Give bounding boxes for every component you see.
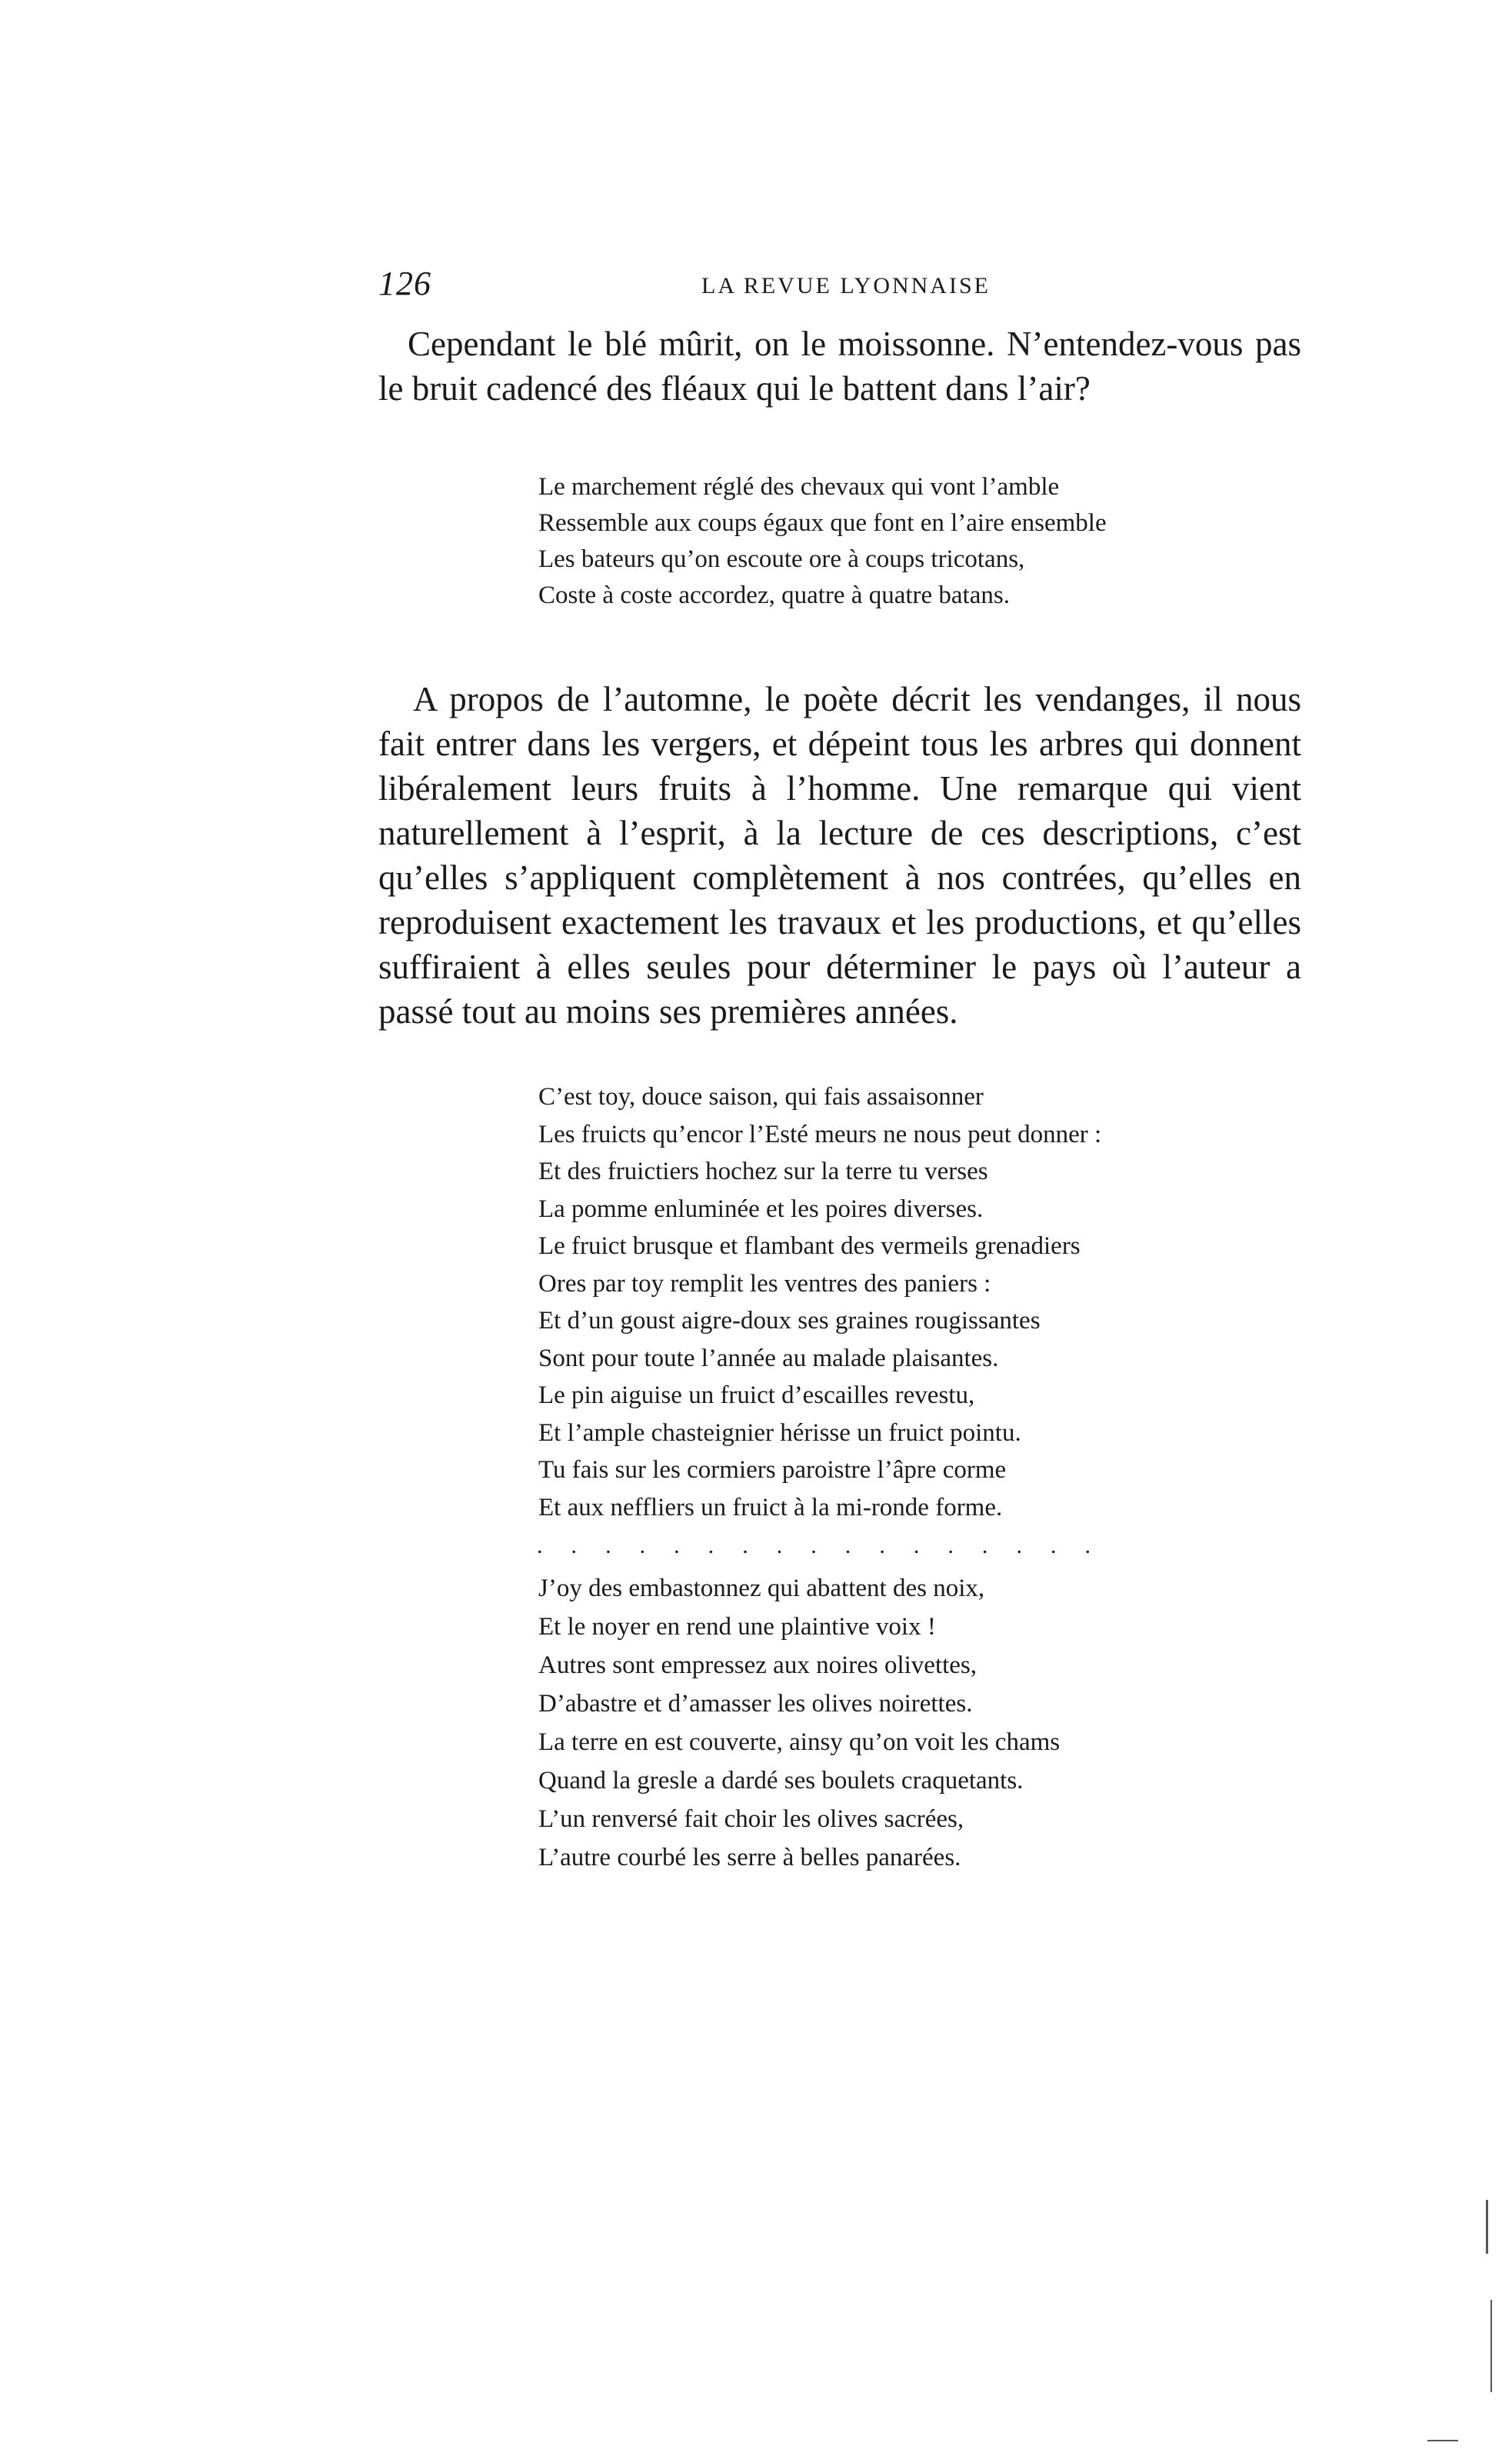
ellipsis-dot: . [981,1533,988,1558]
ellipsis-dot: . [1050,1533,1057,1558]
verse-autumn-fruits [538,1078,1307,1526]
verse-line: Le pin aiguise un fruict d’escailles revestu, [538,1381,975,1409]
verse-line: Les fruicts qu’encor l’Esté meurs ne nous peut donner : [538,1120,1102,1148]
page-header [378,264,1301,302]
verse-line: Sont pour toute l’année au malade plaisantes. [538,1344,999,1372]
ellipsis-dot: . [742,1533,748,1558]
verse-line: Autres sont empressez aux noires olivettes, [538,1651,977,1679]
ellipsis-dot: . [947,1533,954,1558]
verse-line: Tu fais sur les cormiers paroistre l’âpre corme [538,1456,1007,1484]
verse-line: C’est toy, douce saison, qui fais assaisonner [538,1083,984,1111]
ellipsis-dot: . [605,1533,611,1558]
verse-line: Les bateurs qu’on escoute ore à coups tricotans, [538,545,1025,573]
ellipsis-dot: . [537,1533,543,1558]
ellipsis-dot: . [1016,1533,1022,1558]
running-title: LA REVUE LYONNAISE [701,273,991,298]
scan-edge-mark [1490,2300,1492,2392]
ellipsis-dot: . [913,1533,920,1558]
verse-line: La pomme enluminée et les poires diverses. [538,1195,984,1223]
ellipsis-dot: . [879,1533,885,1558]
ellipsis-dot: . [1084,1533,1091,1558]
paragraph-harvest: Cependant le blé mûrit, on le moissonne. N’entendez-vous pas le bruit cadencé des fléaux qui le battent dans l’air? [378,325,1301,408]
scan-edge-mark [1486,2200,1488,2254]
ellipsis-dot: . [571,1533,578,1558]
verse-line: Et l’ample chasteignier hérisse un fruict pointu. [538,1418,1021,1447]
verse-line: D’abastre et d’amasser les olives noirettes. [538,1690,973,1718]
ellipsis-dot: . [776,1533,783,1558]
verse-line: Coste à coste accordez, quatre à quatre batans. [538,582,1010,609]
verse-threshing [538,469,1307,614]
verse-line: Le marchement réglé des chevaux qui vont l’amble [538,473,1060,501]
paragraph-autumn: A propos de l’automne, le poète décrit les vendanges, il nous fait entrer dans les vergers, et dépeint tous les arbres qui donnent libéralement leurs fruits à l’homme. Une remarque qui vient naturellement à l’esprit, à la lecture de ces descriptions, c’est qu’elles s’appliquent complètement à nos contrées, qu’elles en reproduisent exactement les travaux et les productions, et qu’elles suffiraient à elles seules pour déterminer le pays où l’auteur a passé tout au moins ses premières années. [378,680,1301,1031]
verse-walnuts-olives [538,1569,1307,1877]
verse-ellipsis [537,1533,1091,1559]
verse-line: La terre en est couverte, ainsy qu’on voit les chams [538,1728,1061,1756]
scan-edge-mark [1427,2440,1458,2441]
verse-line: Ressemble aux coups égaux que font en l’aire ensemble [538,509,1107,537]
verse-line: L’un renversé fait choir les olives sacrées, [538,1805,964,1833]
verse-line: Et des fruictiers hochez sur la terre tu verses [538,1158,988,1185]
verse-line: Ores par toy remplit les ventres des paniers : [538,1269,991,1298]
ellipsis-dot: . [708,1533,714,1558]
verse-line: L’autre courbé les serre à belles panarées. [538,1844,961,1871]
verse-line: Quand la gresle a dardé ses boulets craquetants. [538,1767,1024,1795]
ellipsis-dot: . [844,1533,851,1558]
ellipsis-dot: . [811,1533,817,1558]
verse-line: Et d’un goust aigre-doux ses graines rougissantes [538,1307,1041,1335]
verse-line: Et le noyer en rend une plaintive voix ! [538,1613,936,1641]
verse-line: Et aux neffliers un fruict à la mi-ronde forme. [538,1493,1003,1521]
ellipsis-dot: . [639,1533,646,1558]
page-number: 126 [378,265,431,302]
ellipsis-dot: . [674,1533,680,1558]
verse-line: Le fruict brusque et flambant des vermeils grenadiers [538,1232,1081,1260]
verse-line: J’oy des embastonnez qui abattent des noix, [538,1575,985,1602]
